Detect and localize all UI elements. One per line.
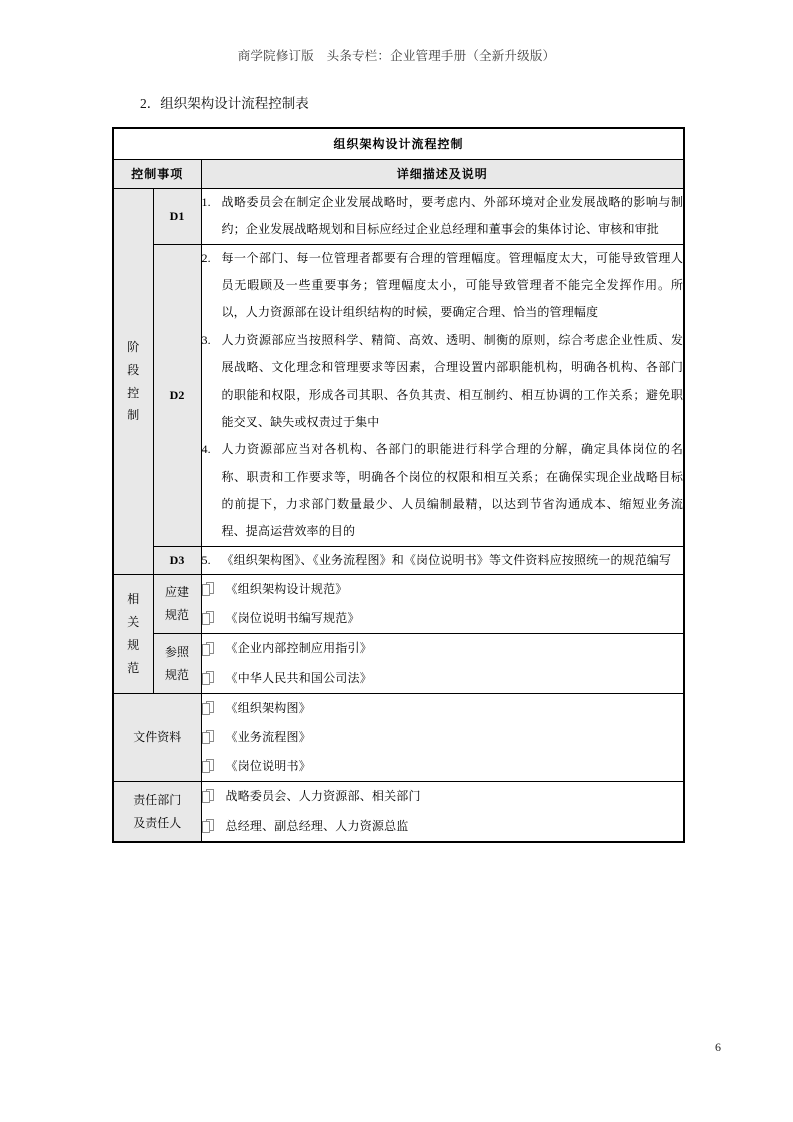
related-char-3: 规 — [127, 637, 140, 652]
item-text: 人力资源部应当对各机构、各部门的职能进行科学合理的分解，确定具体岗位的名称、职责和工作要求等，明确各个岗位的权限和相互关系；在确保实现企业战略目标的前提下，力求部门数量最少、人员编制最精，以达到节省沟通成本、缩短业务流程、提高运营效率的目的 — [221, 442, 684, 539]
list-item — [202, 327, 684, 436]
responsible-list — [201, 782, 684, 842]
stage-code-d2: D2 — [153, 244, 201, 546]
required-norms-list — [201, 575, 684, 634]
page-number: 6 — [715, 1040, 721, 1054]
running-header: 商学院修订版 头条专栏：企业管理手册（全新升级版） — [237, 49, 556, 63]
list-item — [202, 664, 684, 693]
list-item — [202, 812, 684, 841]
documents-icon — [202, 671, 215, 686]
documents-icon — [202, 759, 215, 774]
column-header-control: 控制事项 — [113, 160, 201, 189]
list-item-label: 《企业内部控制应用指引》 — [225, 641, 372, 656]
item-number: 4. — [201, 442, 211, 457]
section-heading: 2．组织架构设计流程控制表 — [140, 96, 309, 111]
list-item-label: 《岗位说明书编写规范》 — [225, 611, 360, 626]
sublabel-line-1: 参照 — [164, 644, 189, 659]
item-text: 《组织架构图》、《业务流程图》和《岗位说明书》等文件资料应按照统一的规范编写 — [221, 552, 672, 567]
table-row-reference-norms — [113, 634, 684, 693]
list-item — [202, 575, 684, 604]
file-materials-list — [201, 693, 684, 782]
column-header-detail: 详细描述及说明 — [201, 160, 684, 189]
table-row-d3 — [113, 546, 684, 574]
item-text: 人力资源部应当按照科学、精简、高效、透明、制衡的原则，综合考虑企业性质、发展战略、文化理念和管理要求等因素，合理设置内部职能机构，明确各机构、各部门的职能和权限，形成各司其职、各负其责、相互制约、相互协调的工作关系；避免职能交叉、缺失或权责过于集中 — [221, 332, 684, 429]
responsible-label — [113, 782, 201, 842]
list-item — [202, 436, 684, 545]
list-item-label: 《业务流程图》 — [225, 729, 311, 744]
list-item-label: 《组织架构图》 — [225, 700, 311, 715]
item-text: 战略委员会在制定企业发展战略时，要考虑内、外部环境对企业发展战略的影响与制约；企业发展战略规划和目标应经过企业总经理和董事会的集体讨论、审核和审批 — [221, 195, 684, 237]
stage-char-4: 制 — [127, 408, 140, 423]
item-number: 3. — [201, 332, 211, 347]
documents-icon — [202, 789, 215, 804]
related-char-2: 关 — [127, 615, 140, 630]
stage-control-label — [113, 189, 153, 575]
table-header-row — [113, 160, 684, 189]
documents-icon — [202, 611, 215, 626]
documents-icon — [202, 642, 215, 657]
list-item-label: 战略委员会、人力资源部、相关部门 — [225, 789, 421, 804]
item-number: 2. — [201, 250, 211, 265]
item-number: 5. — [201, 552, 211, 567]
stage-char-2: 段 — [127, 362, 140, 377]
reference-norms-sublabel — [153, 634, 201, 693]
list-item — [202, 723, 684, 752]
table-title: 组织架构设计流程控制 — [113, 128, 684, 160]
list-item-label: 《中华人民共和国公司法》 — [225, 670, 372, 685]
stage-char-1: 阶 — [127, 339, 140, 354]
table-title-row — [113, 128, 684, 160]
related-norms-label — [113, 575, 153, 694]
sublabel-line-2: 规范 — [164, 667, 189, 682]
list-item — [202, 547, 684, 574]
reference-norms-list — [201, 634, 684, 693]
list-item-label: 《岗位说明书》 — [225, 759, 311, 774]
responsible-label-line-2: 及责任人 — [133, 815, 182, 830]
list-item — [202, 189, 684, 244]
list-item — [202, 782, 684, 811]
item-number: 1. — [201, 195, 211, 209]
sublabel-line-2: 规范 — [164, 608, 189, 623]
list-item — [202, 245, 684, 327]
related-char-1: 相 — [127, 592, 140, 607]
file-materials-label: 文件资料 — [113, 693, 201, 782]
table-row-file-materials — [113, 693, 684, 782]
stage-code-d1: D1 — [153, 189, 201, 245]
documents-icon — [202, 819, 215, 834]
sublabel-line-1: 应建 — [164, 585, 189, 600]
documents-icon — [202, 582, 215, 597]
stage-detail-d3 — [201, 546, 684, 574]
responsible-label-line-1: 责任部门 — [133, 792, 182, 807]
control-table — [112, 127, 685, 843]
table-row-d2 — [113, 244, 684, 546]
list-item-label: 《组织架构设计规范》 — [225, 582, 348, 597]
item-text: 每一个部门、每一位管理者都要有合理的管理幅度。管理幅度太大，可能导致管理人员无暇顾及一些重要事务；管理幅度太小，可能导致管理者不能完全发挥作用。所以，人力资源部在设计组织结构的时候，要确定合理、恰当的管理幅度 — [221, 250, 684, 320]
control-table-wrapper — [112, 127, 685, 843]
related-char-4: 范 — [127, 660, 140, 675]
stage-char-3: 控 — [127, 385, 140, 400]
stage-detail-d1 — [201, 189, 684, 245]
list-item — [202, 634, 684, 663]
table-row-d1 — [113, 189, 684, 245]
table-row-responsible — [113, 782, 684, 842]
documents-icon — [202, 701, 215, 716]
list-item — [202, 752, 684, 781]
list-item — [202, 604, 684, 633]
list-item — [202, 694, 684, 723]
table-row-required-norms — [113, 575, 684, 634]
stage-detail-d2 — [201, 244, 684, 546]
list-item-label: 总经理、副总经理、人力资源总监 — [225, 818, 409, 833]
required-norms-sublabel — [153, 575, 201, 634]
stage-code-d3: D3 — [153, 546, 201, 574]
documents-icon — [202, 730, 215, 745]
